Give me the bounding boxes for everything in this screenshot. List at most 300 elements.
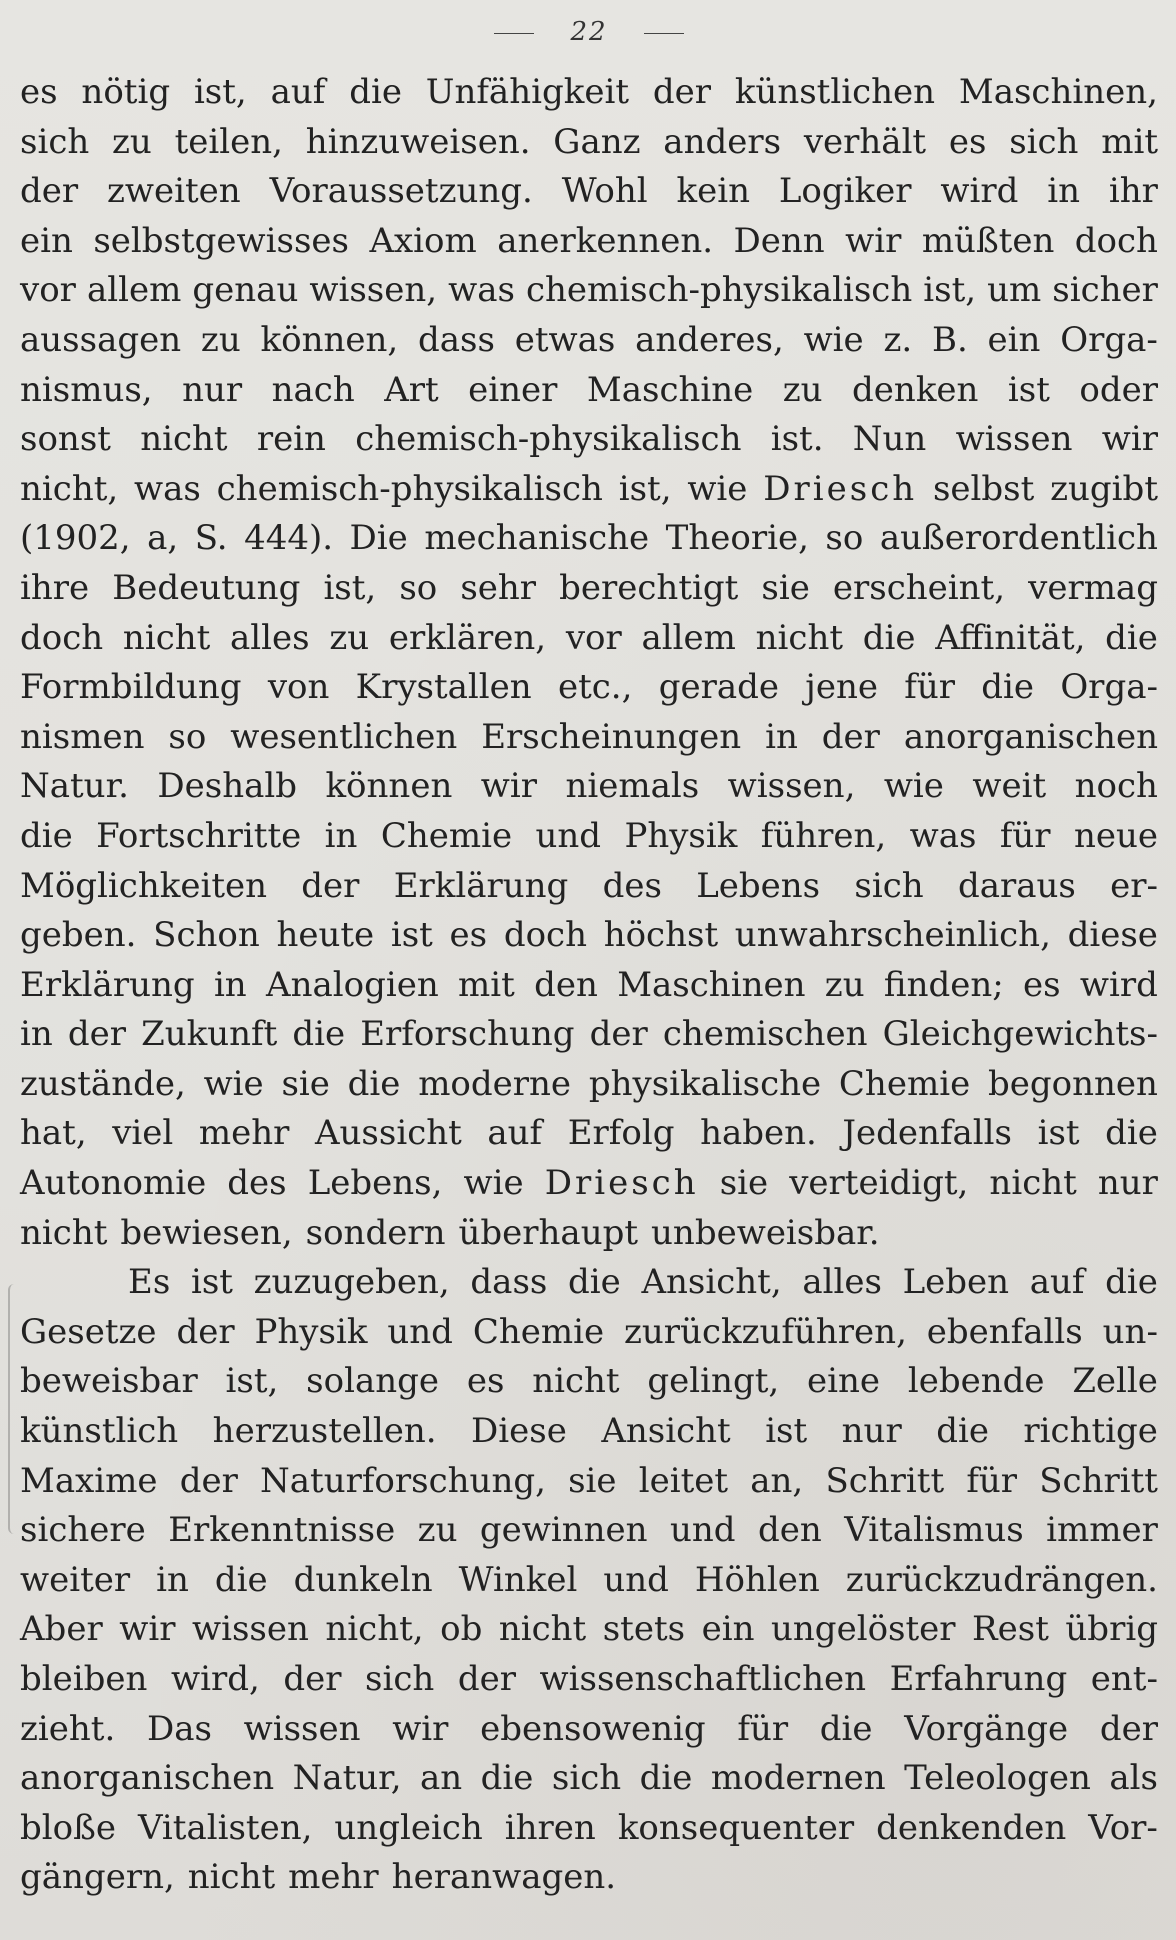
text-line	[20, 1457, 1158, 1507]
text-line	[20, 1109, 1158, 1159]
word: wissen	[955, 419, 1073, 460]
text-line	[20, 713, 1158, 763]
word: zurückzudrängen.	[845, 1559, 1158, 1600]
word: berechtigt	[559, 567, 739, 608]
word: der	[457, 1659, 516, 1699]
word: ihre	[20, 567, 90, 608]
word: Axiom	[369, 220, 477, 261]
word: Teleologen	[904, 1758, 1091, 1799]
word: so	[825, 518, 864, 559]
word: mit	[1101, 121, 1158, 162]
word: wir	[845, 220, 902, 261]
body-text	[20, 68, 1158, 1903]
word: viel	[112, 1113, 174, 1154]
word: ein	[701, 1609, 755, 1650]
word: hat,	[20, 1113, 87, 1154]
word: zu	[329, 617, 370, 658]
word: die	[1105, 1113, 1158, 1154]
word: ist,	[323, 567, 377, 608]
word: stets	[602, 1609, 686, 1650]
word: heranwagen.	[391, 1857, 617, 1898]
word: alles	[230, 617, 310, 658]
word: der	[179, 1460, 238, 1501]
word: Orga-	[1060, 319, 1158, 360]
word: erklären,	[388, 617, 547, 658]
text-line	[20, 1804, 1158, 1854]
word: nismen	[20, 716, 145, 757]
word: un-	[1102, 1311, 1158, 1352]
word: in	[213, 964, 247, 1005]
word: oder	[1079, 369, 1158, 410]
page-number: 22	[570, 17, 608, 47]
word: als	[1109, 1758, 1158, 1799]
word: Erkenntnisse	[168, 1510, 396, 1551]
word: der	[652, 72, 711, 112]
word: die	[1105, 617, 1158, 658]
word: Fortschritte	[96, 815, 302, 856]
text-line	[20, 862, 1158, 912]
word: nicht	[532, 1361, 620, 1402]
word: nicht	[187, 1857, 276, 1898]
word: alles	[802, 1262, 882, 1303]
word: nicht	[20, 1212, 108, 1253]
word: hinzuweisen.	[305, 121, 531, 162]
text-line	[20, 514, 1158, 564]
word: allem	[86, 270, 182, 311]
word: unbeweisbar.	[651, 1212, 880, 1253]
word: Ansicht	[601, 1411, 731, 1452]
text-line	[20, 1705, 1158, 1755]
word: Rest	[972, 1609, 1049, 1650]
text-line	[20, 1853, 1158, 1903]
word: zu	[112, 121, 152, 162]
word: nicht	[122, 617, 211, 658]
word: zuzugeben,	[253, 1262, 450, 1303]
word: so	[168, 716, 207, 757]
word: gerade	[658, 667, 779, 708]
word: Höhlen	[694, 1559, 820, 1600]
word: Erscheinungen	[481, 716, 742, 757]
word: modernen	[710, 1758, 886, 1799]
word: er-	[1110, 865, 1158, 906]
word: so	[399, 567, 438, 608]
word: vor	[20, 270, 76, 311]
word: anerkennen.	[497, 220, 714, 261]
word: verteidigt,	[789, 1163, 969, 1204]
word: Schon	[153, 915, 260, 956]
word: der	[301, 865, 360, 906]
text-line	[20, 316, 1158, 366]
word: führen,	[760, 815, 887, 856]
word: nicht	[140, 419, 228, 460]
word: ist,	[225, 1361, 279, 1402]
word: Vitalismus	[844, 1510, 1024, 1551]
word: eine	[807, 1361, 881, 1402]
word: Erfahrung	[889, 1659, 1068, 1699]
word: ist	[1037, 1113, 1080, 1154]
word: Gesetze	[20, 1311, 157, 1352]
word: ist,	[618, 468, 672, 509]
word: es	[466, 1361, 505, 1402]
word: Voraussetzung.	[269, 171, 533, 212]
word: Schritt	[1039, 1460, 1158, 1501]
word: Vorgänge	[904, 1708, 1069, 1749]
word: jene	[805, 667, 878, 708]
word: ist	[390, 915, 433, 956]
word: dass	[417, 319, 495, 360]
word: können,	[260, 319, 399, 360]
word: und	[387, 1311, 453, 1352]
word: chemisch-physikalisch	[355, 419, 742, 460]
text-line	[20, 1556, 1158, 1606]
word: Jedenfalls	[842, 1113, 1012, 1154]
word: in	[765, 716, 798, 757]
word: die	[349, 72, 402, 112]
word: Nun	[852, 419, 927, 460]
word: heute	[276, 915, 375, 956]
word: ist	[1007, 369, 1050, 410]
word: bloße	[20, 1807, 116, 1848]
word: ebenfalls	[926, 1311, 1083, 1352]
text-line	[20, 167, 1158, 217]
word: wie	[203, 1063, 264, 1104]
word: der	[283, 1659, 342, 1699]
word: mehr	[288, 1857, 379, 1898]
margin-pencil-mark	[8, 1284, 20, 1534]
word: sondern	[305, 1212, 446, 1253]
word: Driesch	[544, 1163, 699, 1204]
word: Winkel	[458, 1559, 578, 1600]
word: Die	[349, 518, 408, 559]
word: Schritt	[825, 1460, 945, 1501]
word: die	[292, 1014, 346, 1055]
word: sonst	[20, 419, 111, 460]
word: zugibt	[1050, 468, 1158, 509]
word: selbst	[932, 468, 1035, 509]
word: nur	[1097, 1163, 1158, 1204]
text-line	[20, 1258, 1158, 1308]
text-line	[20, 68, 1158, 118]
word: die	[1105, 1262, 1158, 1303]
word: an	[419, 1758, 463, 1799]
word: des	[602, 865, 662, 906]
word: ihr	[1108, 171, 1158, 212]
word: Chemie	[472, 1311, 605, 1352]
word: finden;	[883, 964, 1004, 1005]
text-line	[20, 1605, 1158, 1655]
word: Aber	[20, 1609, 103, 1650]
word: es	[1023, 964, 1061, 1005]
word: es	[20, 72, 58, 112]
word: herzustellen.	[212, 1411, 437, 1452]
word: etwas	[514, 319, 616, 360]
word: sie	[281, 1063, 330, 1104]
word: der	[20, 171, 79, 212]
word: für	[999, 815, 1051, 856]
text-line	[20, 217, 1158, 267]
text-line	[20, 1209, 1158, 1259]
word: einer	[468, 369, 558, 410]
word: sie	[719, 1163, 769, 1204]
word: bleiben	[20, 1659, 148, 1699]
word: doch	[20, 617, 104, 658]
text-line	[20, 415, 1158, 465]
word: Deshalb	[157, 766, 297, 807]
word: konsequenter	[617, 1807, 855, 1848]
text-line	[20, 1308, 1158, 1358]
word: Naturforschung,	[260, 1460, 546, 1501]
word: nicht	[989, 1163, 1077, 1204]
word: (1902,	[20, 518, 131, 559]
word: der	[1099, 1708, 1158, 1749]
word: Logiker	[778, 171, 912, 212]
word: immer	[1046, 1510, 1158, 1551]
word: ein	[20, 220, 73, 261]
word: die	[981, 667, 1035, 708]
word: wesentlichen	[230, 716, 458, 757]
word: z.	[883, 319, 913, 360]
word: Es	[128, 1262, 171, 1303]
word: Maschinen	[617, 964, 806, 1005]
word: wir	[1101, 419, 1158, 460]
word: sich	[854, 865, 924, 906]
word: wie	[463, 1163, 524, 1204]
word: Gleichgewichts-	[882, 1014, 1158, 1055]
word: Leben	[902, 1262, 1010, 1303]
word: in	[156, 1559, 189, 1600]
word: zu	[782, 369, 823, 410]
word: Diese	[471, 1411, 567, 1452]
word: Ganz	[553, 121, 641, 162]
word: solange	[306, 1361, 440, 1402]
word: moderne	[418, 1063, 572, 1104]
word: noch	[1074, 766, 1158, 807]
word: ist	[765, 1411, 808, 1452]
word: ebensowenig	[480, 1708, 706, 1749]
word: haben.	[700, 1113, 817, 1154]
text-line	[20, 564, 1158, 614]
word: chemischen	[662, 1014, 868, 1055]
word: a,	[147, 518, 179, 559]
word: wie	[883, 766, 944, 807]
word: die	[347, 1063, 401, 1104]
word: Zukunft	[141, 1014, 278, 1055]
word: nismus,	[20, 369, 153, 410]
word: begonnen	[987, 1063, 1158, 1104]
word: und	[670, 1510, 736, 1551]
word: nach	[271, 369, 355, 410]
word: außerordentlich	[879, 518, 1158, 559]
word: wir	[119, 1609, 176, 1650]
word: für	[904, 667, 955, 708]
word: Unfähigkeit	[425, 72, 629, 112]
word: anorganischen	[20, 1758, 275, 1799]
text-line	[20, 1060, 1158, 1110]
word: Vor-	[1088, 1807, 1158, 1848]
word: künstlichen	[734, 72, 936, 112]
text-line	[20, 614, 1158, 664]
text-line	[20, 1655, 1158, 1705]
word: nicht,	[20, 468, 119, 509]
word: richtige	[1023, 1411, 1158, 1452]
word: Natur.	[20, 766, 129, 807]
word: auf	[487, 1113, 543, 1154]
text-line	[20, 961, 1158, 1011]
word: ist,	[923, 270, 977, 311]
word: die	[639, 1758, 693, 1799]
word: Orga-	[1060, 667, 1158, 708]
right-dash	[644, 33, 684, 34]
word: ein	[987, 319, 1041, 360]
word: wissen	[243, 1708, 361, 1749]
word: B.	[931, 319, 968, 360]
word: dunkeln	[293, 1559, 433, 1600]
left-dash	[494, 33, 534, 34]
word: sie	[761, 567, 810, 608]
word: kein	[676, 171, 750, 212]
word: daraus	[957, 865, 1076, 906]
word: physikalische	[588, 1063, 822, 1104]
word: die	[936, 1411, 989, 1452]
word: es	[449, 915, 488, 956]
word: sie	[568, 1460, 617, 1501]
word: es	[948, 121, 987, 162]
word: zu	[824, 964, 865, 1005]
word: ist.	[770, 419, 824, 460]
word: teilen,	[174, 121, 283, 162]
word: in	[20, 1014, 53, 1055]
word: überhaupt	[458, 1212, 639, 1253]
text-line	[20, 1754, 1158, 1804]
word: Krystallen	[355, 667, 532, 708]
text-line	[20, 1357, 1158, 1407]
word: wird	[940, 171, 1019, 212]
word: vor	[565, 617, 622, 658]
text-line	[20, 1010, 1158, 1060]
word: sich	[365, 1659, 435, 1699]
word: sich	[1009, 121, 1079, 162]
word: für	[966, 1460, 1018, 1501]
word: nur	[841, 1411, 902, 1452]
word: diese	[1067, 915, 1158, 956]
word: wir	[392, 1708, 449, 1749]
word: weit	[972, 766, 1047, 807]
word: S.	[194, 518, 228, 559]
text-line	[20, 366, 1158, 416]
word: Ansicht,	[641, 1262, 782, 1303]
word: Theorie,	[665, 518, 809, 559]
word: genau	[192, 270, 299, 311]
text-line	[20, 465, 1158, 515]
word: ungelöster	[771, 1609, 956, 1650]
word: beweisbar	[20, 1361, 198, 1402]
text-line	[20, 762, 1158, 812]
word: zustände,	[20, 1063, 186, 1104]
word: Denn	[733, 220, 825, 261]
word: übrig	[1065, 1609, 1158, 1650]
word: Maschine	[586, 369, 754, 410]
word: wie	[803, 319, 864, 360]
text-line	[20, 663, 1158, 713]
word: nötig	[81, 72, 171, 112]
word: Erforschung	[360, 1014, 575, 1055]
word: wir	[480, 766, 538, 807]
word: Maxime	[20, 1460, 158, 1501]
word: die	[819, 1708, 873, 1749]
word: allem	[641, 617, 736, 658]
text-line	[20, 1407, 1158, 1457]
word: doch	[503, 915, 587, 956]
word: denken	[852, 369, 979, 410]
word: wird,	[170, 1659, 260, 1699]
word: anorganischen	[903, 716, 1158, 757]
word: Möglichkeiten	[20, 865, 268, 906]
word: um	[987, 270, 1042, 311]
word: Chemie	[838, 1063, 971, 1104]
word: Aussicht	[314, 1113, 462, 1154]
word: die	[480, 1758, 534, 1799]
text-line	[20, 118, 1158, 168]
word: Wohl	[561, 171, 648, 212]
word: an,	[750, 1460, 804, 1501]
word: was	[134, 468, 201, 509]
word: zieht.	[20, 1708, 116, 1749]
word: von	[267, 667, 330, 708]
word: erscheint,	[832, 567, 1006, 608]
word: Bedeutung	[112, 567, 301, 608]
word: Maschinen,	[958, 72, 1158, 112]
word: anderes,	[635, 319, 784, 360]
word: rein	[256, 419, 326, 460]
word: gelingt,	[647, 1361, 780, 1402]
word: mechanische	[424, 518, 650, 559]
word: zu	[200, 319, 241, 360]
word: gängern,	[20, 1857, 175, 1898]
word: des	[227, 1163, 287, 1204]
word: Analogien	[266, 964, 439, 1005]
word: für	[737, 1708, 789, 1749]
word: ist	[190, 1262, 233, 1303]
word: Natur,	[292, 1758, 402, 1799]
word: Physik	[624, 815, 738, 856]
word: auf	[1029, 1262, 1085, 1303]
word: gewinnen	[479, 1510, 648, 1551]
word: Formbildung	[20, 667, 242, 708]
word: den	[534, 964, 598, 1005]
word: der	[67, 1014, 127, 1055]
word: Erklärung	[20, 964, 195, 1005]
word: der	[821, 716, 880, 757]
page-number-header	[20, 18, 1158, 46]
word: Lebens	[696, 865, 821, 906]
word: die	[214, 1559, 268, 1600]
word: wie	[687, 468, 748, 509]
word: nicht	[755, 617, 844, 658]
word: nicht,	[325, 1609, 424, 1650]
word: aussagen	[20, 319, 182, 360]
word: selbstgewisses	[93, 220, 349, 261]
word: ihren	[504, 1807, 596, 1848]
word: müßten	[921, 220, 1055, 261]
word: Chemie	[380, 815, 513, 856]
word: denkenden	[876, 1807, 1067, 1848]
word: unwahrscheinlich,	[734, 915, 1051, 956]
word: die	[20, 815, 73, 856]
word: sicher	[1052, 270, 1158, 311]
word: Erfolg	[567, 1113, 675, 1154]
word: der	[176, 1311, 235, 1352]
word: vermag	[1028, 567, 1158, 608]
